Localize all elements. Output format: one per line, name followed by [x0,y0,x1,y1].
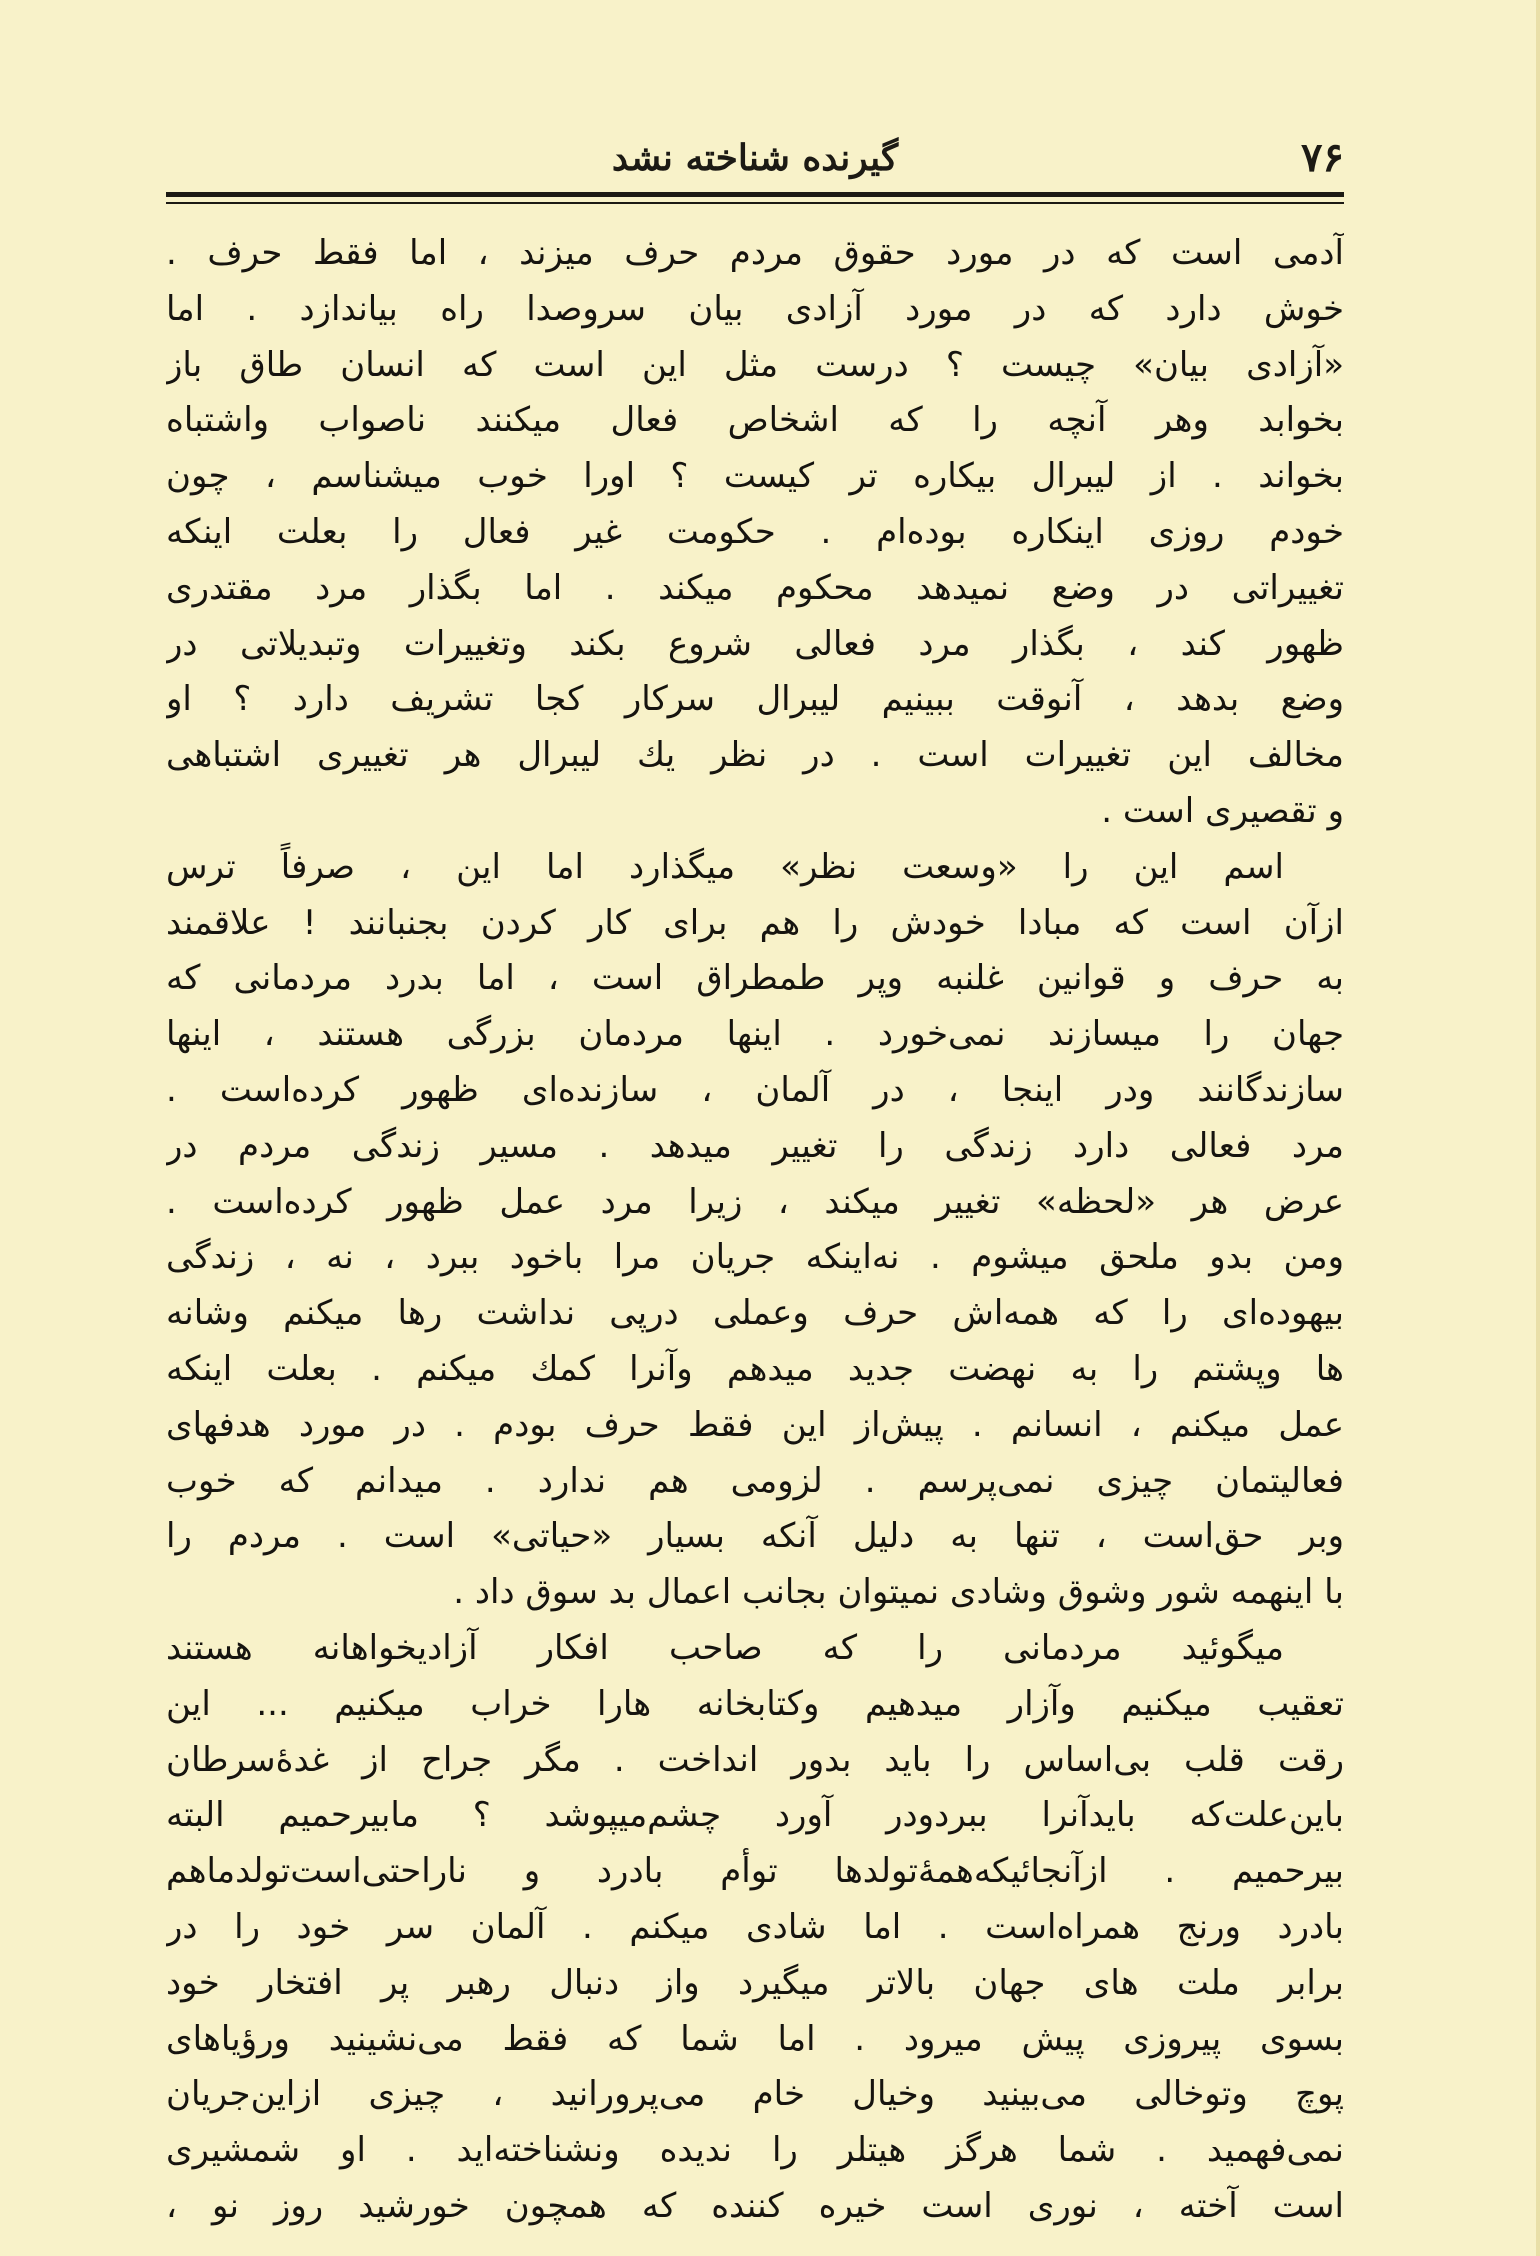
running-title: گیرنده شناخته نشد [611,137,899,179]
text-line: است آخته ، نوری است خیره کننده که همچون خورشید روز نو ، [166,2185,1344,2226]
header-rule-thick [166,192,1344,197]
text-line: بیرحمیم . ازآنجائیکه‌همهٔ‌تولدها توأم بادرد و ناراحتی‌است‌تولدماهم [166,1851,1344,1892]
text-line: رقت قلب بی‌اساس را باید بدور انداخت . مگر جراح از غدهٔ‌سرطان [166,1739,1344,1780]
text-line: ها وپشتم را به نهضت جدید میدهم وآنرا کمك میکنم . بعلت اینکه [166,1348,1344,1389]
text-line: اسم این را «وسعت نظر» میگذارد اما این ، صرفاً ترس [166,846,1284,887]
page-number: ۷۶ [1301,134,1344,181]
text-line: بسوی پیروزی پیش میرود . اما شما که فقط می‌نشینید ورؤیاهای [166,2018,1344,2059]
text-line: خودم روزی اینکاره بوده‌ام . حکومت غیر فعال را بعلت اینکه [166,511,1344,552]
text-line: وبر حق‌است ، تنها به دلیل آنکه بسیار «حیاتی» است . مردم را [166,1516,1344,1557]
text-line: تغییراتی در وضع نمیدهد محکوم میکند . اما بگذار مرد مقتدری [166,567,1344,608]
text-line: ظهور کند ، بگذار مرد فعالی شروع بکند وتغییرات وتبدیلاتی در [166,623,1344,664]
text-line: تعقیب میکنیم وآزار میدهیم وکتابخانه هارا خراب میکنیم ... این [166,1683,1344,1724]
text-line: ومن بدو ملحق میشوم . نه‌اینکه جریان مرا باخود ببرد ، نه ، زندگی [166,1237,1344,1278]
body-text [166,226,1344,2235]
text-line: عرض هر «لحظه» تغییر میکند ، زیرا مرد عمل ظهور کرده‌است . [166,1181,1344,1222]
page-header [166,128,1344,188]
text-line: «آزادی بیان» چیست ؟ درست مثل این است که انسان طاق باز [166,344,1344,385]
text-line: خوش دارد که در مورد آزادی بیان سروصدا راه بیاندازد . اما [166,288,1344,329]
text-line: سازندگانند ودر اینجا ، در آلمان ، سازنده‌ای ظهور کرده‌است . [166,1069,1344,1110]
header-rule-thin [166,202,1344,204]
text-line: فعالیتمان چیزی نمی‌پرسم . لزومی هم ندارد . میدانم که خوب [166,1460,1344,1501]
text-line: و تقصیری است . [1101,790,1344,831]
text-line: به حرف و قوانین غلنبه وپر طمطراق است ، اما بدرد مردمانی که [166,958,1344,999]
text-line: میگوئید مردمانی را که صاحب افکار آزادیخواهانه هستند [166,1627,1284,1668]
text-line: آدمی است که در مورد حقوق مردم حرف میزند ، اما فقط حرف . [166,233,1344,273]
text-line: عمل میکنم ، انسانم . پیش‌از این فقط حرف بودم . در مورد هدفهای [166,1404,1344,1445]
text-line: نمی‌فهمید . شما هرگز هیتلر را ندیده ونشناخته‌اید . او شمشیری [166,2130,1344,2171]
text-line: برابر ملت های جهان بالاتر میگیرد واز دنبال رهبر پر افتخار خود [166,1962,1344,2003]
text-line: پوچ وتوخالی می‌بینید وخیال خام می‌پرورانید ، چیزی ازاین‌جریان [166,2074,1344,2115]
text-line: مخالف این تغییرات است . در نظر یك لیبرال هر تغییری اشتباهی [166,735,1344,776]
text-line: باین‌علت‌که بایدآنرا ببردودر آورد چشم‌میپوشد ؟ مابیرحمیم البته [166,1795,1344,1836]
text-line: ازآن است که مبادا خودش را هم برای کار کردن بجنبانند ! علاقمند [166,902,1344,943]
text-line: وضع بدهد ، آنوقت ببینیم لیبرال سرکار کجا تشریف دارد ؟ او [166,679,1344,720]
text-line: بیهوده‌ای را که همه‌اش حرف وعملی درپی نداشت رها میکنم وشانه [166,1293,1344,1334]
text-line: با اینهمه شور وشوق وشادی نمیتوان بجانب اعمال بد سوق داد . [453,1572,1344,1613]
text-line: جهان را میسازند نمی‌خورد . اینها مردمان بزرگی هستند ، اینها [166,1014,1344,1055]
text-line: بخوابد وهر آنچه را که اشخاص فعال میکنند ناصواب واشتباه [166,400,1344,441]
text-line: بخواند . از لیبرال بیکاره تر کیست ؟ اورا خوب میشناسم ، چون [166,456,1344,497]
text-line: مرد فعالی دارد زندگی را تغییر میدهد . مسیر زندگی مردم در [166,1125,1344,1166]
text-line: بادرد ورنج همراه‌است . اما شادی میکنم . آلمان سر خود را در [166,1906,1344,1947]
